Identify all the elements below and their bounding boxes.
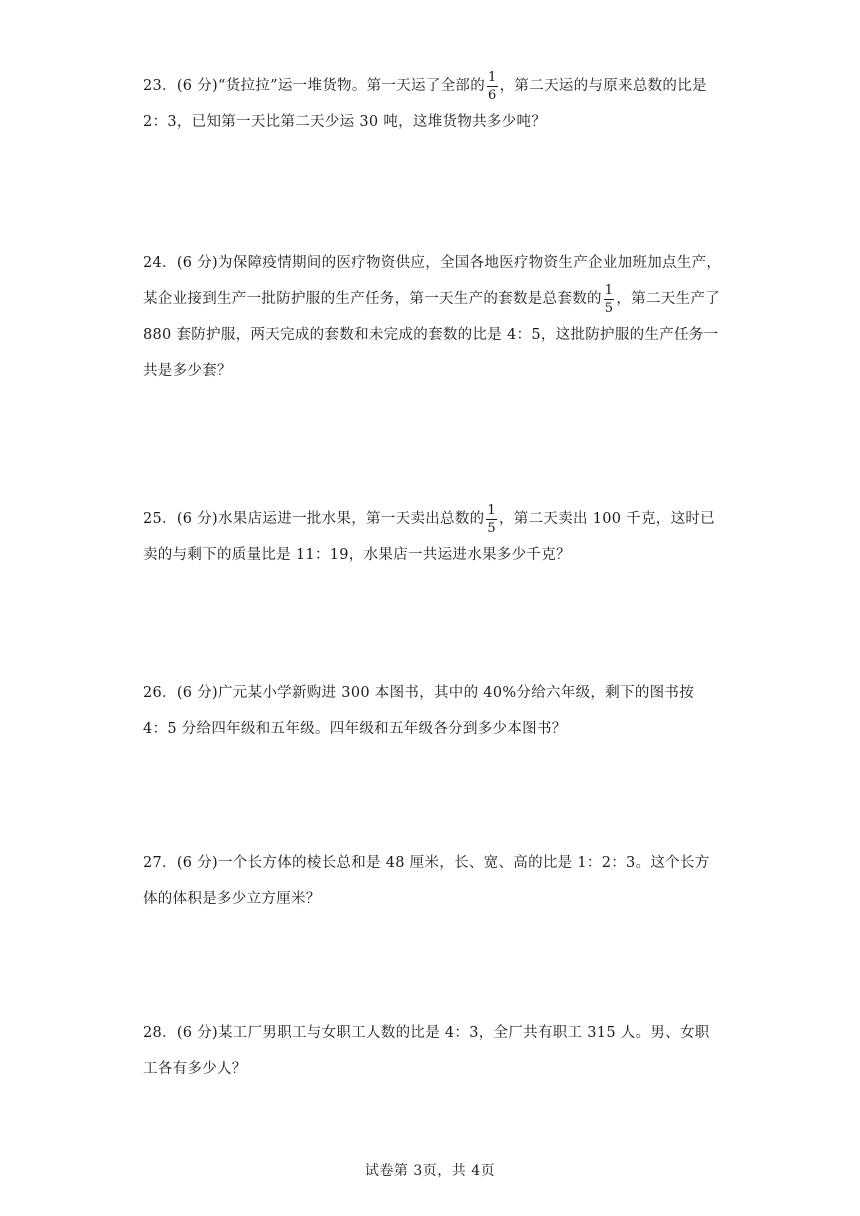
question-24: [143, 245, 723, 389]
fraction-one-sixth: [487, 71, 498, 102]
question-26-text: 26．(6 分)广元某小学新购进 300 本图书，其中的 40%分给六年级，剩下的图书按 4：5 分给四年级和五年级。四年级和五年级各分到多少本图书？: [143, 685, 695, 737]
question-27: [143, 845, 723, 917]
fraction-numerator: 1: [487, 502, 496, 518]
question-26: [143, 675, 723, 747]
question-24-text-before: 24．(6 分)为保障疫情期间的医疗物资供应，全国各地医疗物资生产企业加班加点生产，某企业接到生产一批防护服的生产任务，第一天生产的套数是总套数的: [143, 255, 722, 307]
question-28-text: 28．(6 分)某工厂男职工与女职工人数的比是 4：3，全厂共有职工 315 人。男、女职工各有多少人？: [143, 1025, 710, 1077]
question-25: [143, 501, 723, 573]
page-footer: 试卷第 3页，共 4页: [364, 1163, 496, 1179]
question-25-text-after: ，第二天卖出 100 千克，这时已卖的与剩下的质量比是 11：19，水果店一共运进水果多少千克？: [143, 511, 715, 563]
question-28: [143, 1015, 723, 1087]
fraction-denominator: 5: [604, 300, 614, 316]
fraction-numerator: 1: [488, 69, 497, 85]
question-25-text-before: 25．(6 分)水果店运进一批水果，第一天卖出总数的: [143, 511, 485, 527]
question-24-text-after: ，第二天生产了 880 套防护服，两天完成的套数和未完成的套数的比是 4：5，这批防护服的生产任务一共是多少套？: [143, 291, 720, 379]
question-27-text: 27．(6 分)一个长方体的棱长总和是 48 厘米，长、宽、高的比是 1：2：3。这个长方体的体积是多少立方厘米？: [143, 855, 710, 907]
question-23-text-after: ，第二天运的与原来总数的比是 2：3，已知第一天比第二天少运 30 吨，这堆货物共多少吨？: [143, 78, 707, 130]
fraction-one-fifth: [604, 284, 615, 315]
fraction-denominator: 5: [487, 520, 496, 536]
fraction-denominator: 6: [488, 87, 497, 103]
fraction-one-fifth: [486, 504, 497, 535]
fraction-numerator: 1: [604, 282, 614, 298]
question-23: [143, 68, 723, 140]
question-23-text-before: 23．(6 分)“货拉拉”运一堆货物。第一天运了全部的: [143, 78, 486, 94]
